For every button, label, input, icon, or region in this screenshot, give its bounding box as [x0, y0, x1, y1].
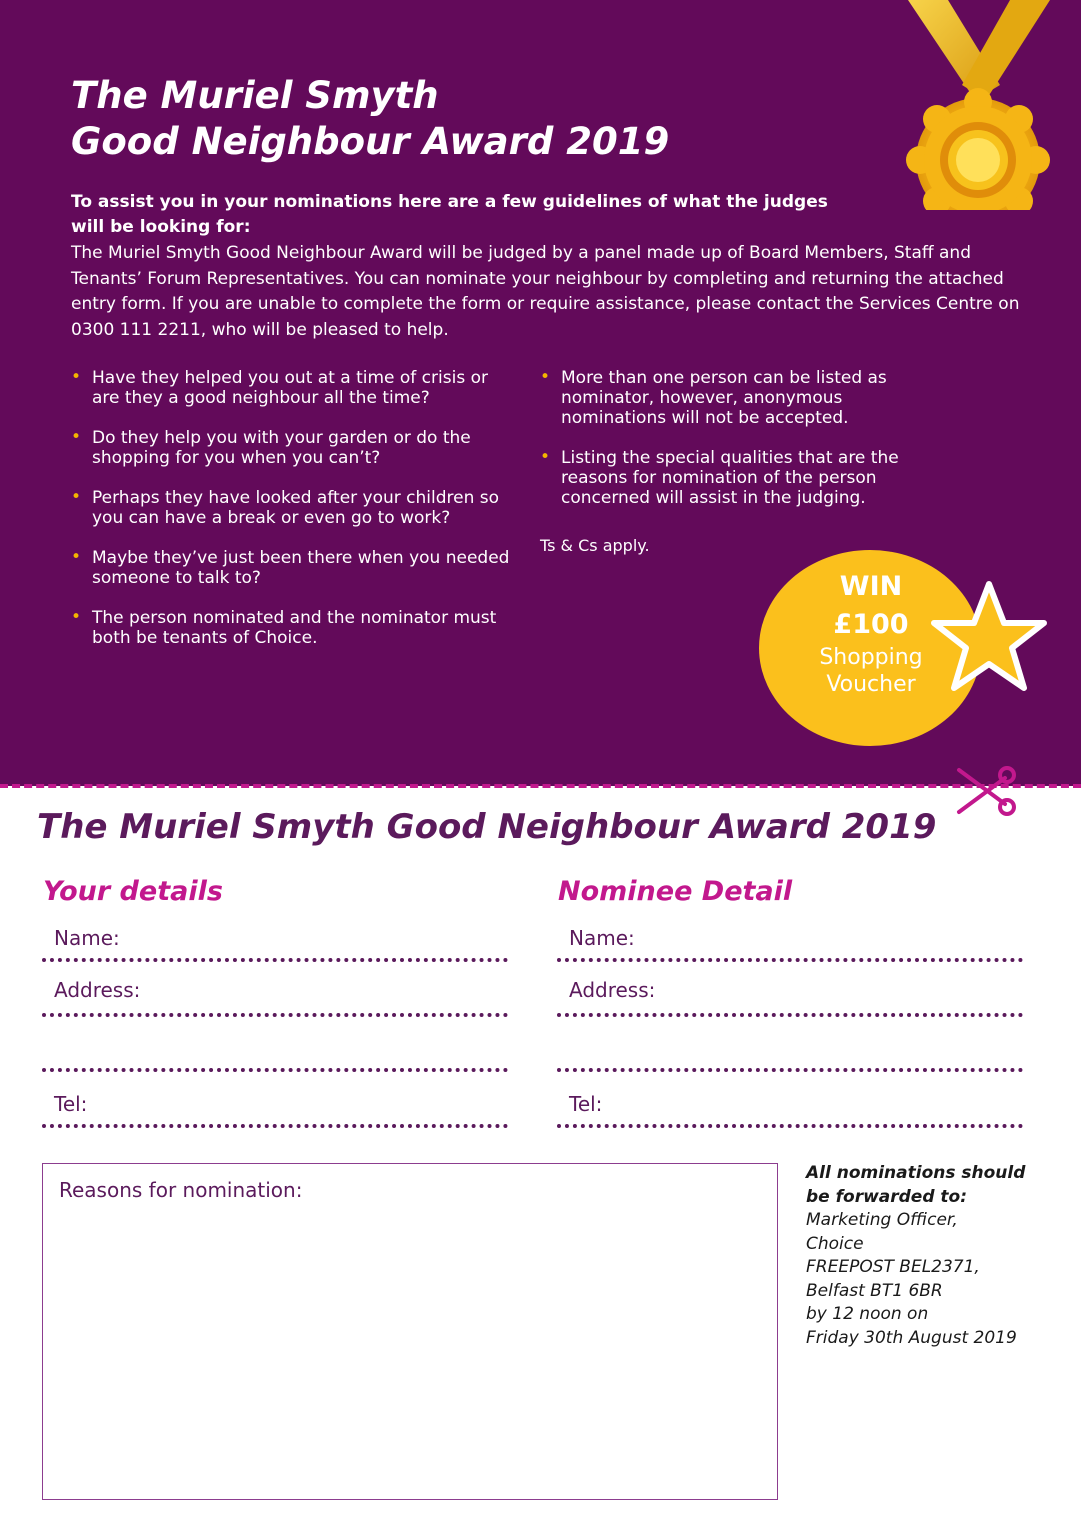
your-address-field-line2[interactable] — [42, 1068, 508, 1072]
guideline-item: • The person nominated and the nominator must both be tenants of Choice. — [71, 607, 497, 648]
guidelines-list-right — [540, 368, 950, 528]
your-name-label: Name: — [54, 926, 120, 950]
prize-amount: £100 — [833, 609, 909, 640]
bullet-icon: • — [71, 547, 82, 567]
forwarding-org: Choice — [806, 1233, 864, 1254]
nominee-name-label: Name: — [569, 926, 635, 950]
bullet-icon: • — [540, 367, 551, 387]
page-title-line2: Good Neighbour Award 2019 — [71, 120, 670, 163]
nominee-address-field-line2[interactable] — [557, 1068, 1023, 1072]
nominee-address-label: Address: — [569, 978, 656, 1002]
page-title-line1: The Muriel Smyth — [71, 74, 439, 117]
forwarding-heading-2: be forwarded to: — [806, 1186, 968, 1207]
nominee-tel-label: Tel: — [569, 1092, 603, 1116]
forwarding-deadline-time: by 12 noon on — [806, 1304, 929, 1324]
your-name-field[interactable] — [42, 958, 508, 962]
forwarding-deadline-date: Friday 30th August 2019 — [806, 1327, 1017, 1348]
guideline-item: • Have they helped you out at a time of crisis or are they a good neighbour all the time? — [71, 367, 488, 408]
star-icon — [928, 578, 1050, 694]
your-tel-label: Tel: — [54, 1092, 88, 1116]
your-details-heading: Your details — [43, 876, 223, 907]
your-address-field[interactable] — [42, 1013, 508, 1017]
reasons-textarea[interactable] — [42, 1163, 778, 1500]
cut-line — [0, 784, 1081, 788]
guideline-item: • More than one person can be listed as nominator, however, anonymous nominations will not be accepted. — [540, 367, 887, 428]
medal-icon — [900, 0, 1060, 210]
form-title: The Muriel Smyth Good Neighbour Award 2019 — [37, 807, 937, 847]
nominee-name-field[interactable] — [557, 958, 1023, 962]
guideline-item: • Maybe they’ve just been there when you needed someone to talk to? — [71, 547, 510, 588]
nominee-address-field[interactable] — [557, 1013, 1023, 1017]
bullet-icon: • — [71, 427, 82, 447]
nominee-tel-field[interactable] — [557, 1124, 1023, 1128]
your-address-label: Address: — [54, 978, 141, 1002]
prize-label-2: Voucher — [826, 672, 916, 697]
bullet-icon: • — [71, 607, 82, 627]
bullet-icon: • — [71, 487, 82, 507]
guideline-item: • Perhaps they have looked after your children so you can have a break or even go to work? — [71, 487, 500, 528]
terms-note: Ts & Cs apply. — [540, 536, 650, 555]
bullet-icon: • — [540, 447, 551, 467]
bullet-icon: • — [71, 367, 82, 387]
guidelines-list-left — [71, 368, 511, 668]
forwarding-heading-1: All nominations should — [806, 1163, 1026, 1183]
guideline-item: • Listing the special qualities that are the reasons for nomination of the person concerned will assist in the judging. — [540, 447, 899, 508]
nominee-details-heading: Nominee Detail — [558, 876, 793, 907]
forwarding-info — [806, 1162, 1046, 1350]
page-title — [71, 73, 669, 165]
guideline-item: • Do they help you with your garden or do the shopping for you when you can’t? — [71, 427, 471, 468]
scissors-icon — [955, 764, 1019, 818]
intro-paragraph: The Muriel Smyth Good Neighbour Award will be judged by a panel made up of Board Members, Staff and Tenants’ Forum Representatives. You can nominate your neighbour by completing and returning the attached entry form. If you are unable to complete the form or require assistance, please contact the Services Centre on 0300 111 2211, who will be pleased to help. — [71, 243, 1020, 340]
reasons-label: Reasons for nomination: — [59, 1178, 303, 1202]
your-tel-field[interactable] — [42, 1124, 508, 1128]
forwarding-freepost: FREEPOST BEL2371, — [806, 1257, 980, 1277]
prize-win: WIN — [839, 571, 903, 602]
forwarding-recipient: Marketing Officer, — [806, 1210, 958, 1230]
intro-heading: To assist you in your nominations here are a few guidelines of what the judges will be looking for: — [71, 192, 828, 237]
prize-label-1: Shopping — [819, 645, 923, 670]
forwarding-city: Belfast BT1 6BR — [806, 1280, 943, 1301]
